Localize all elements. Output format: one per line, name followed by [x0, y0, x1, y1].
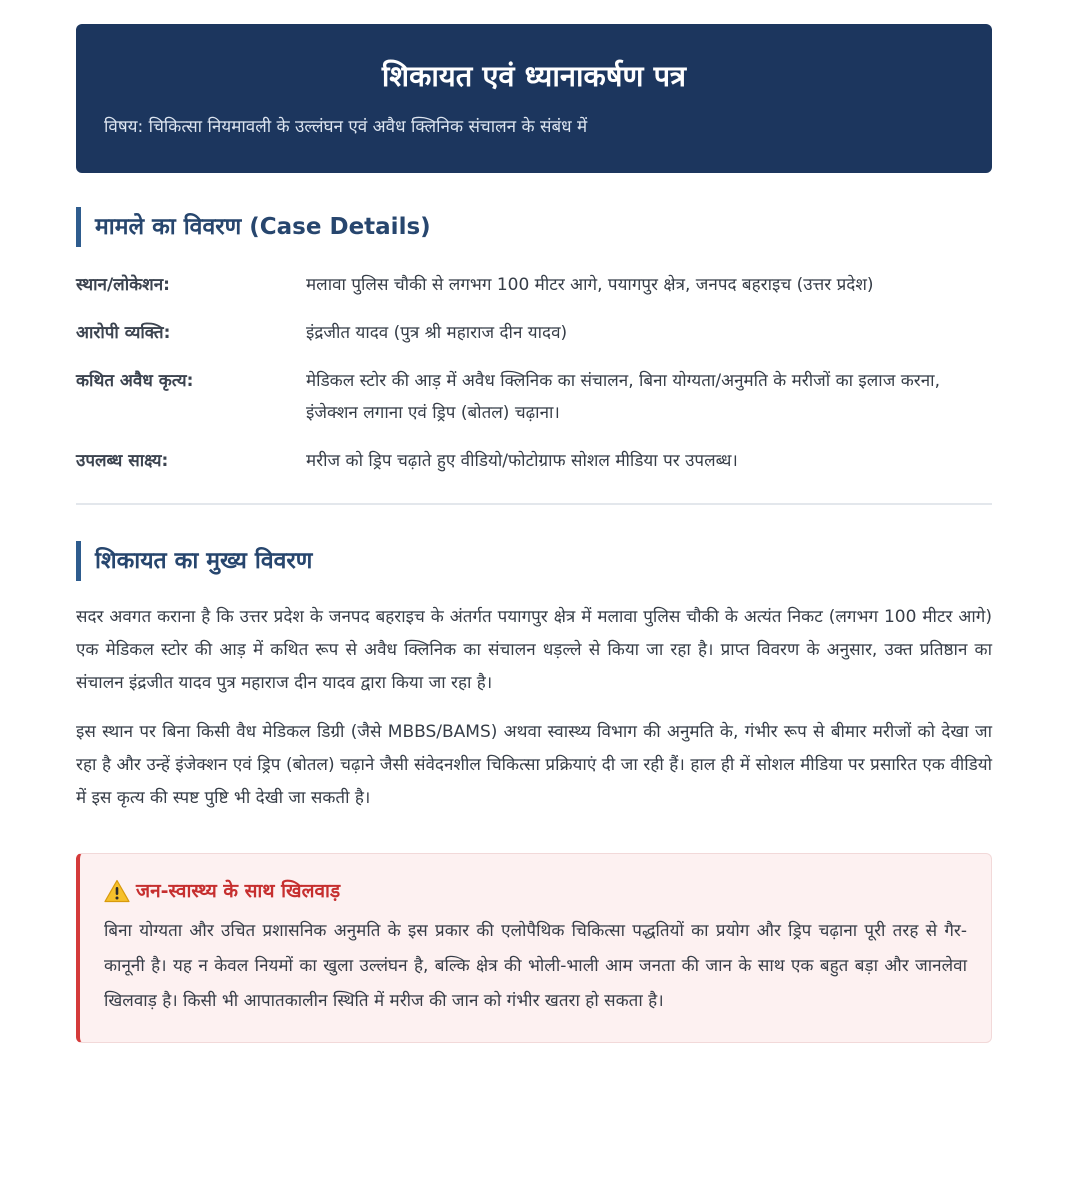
complaint-paragraph-1: सदर अवगत कराना है कि उत्तर प्रदेश के जनपद बहराइच के अंतर्गत पयागपुर क्षेत्र में मलावा पुलिस चौकी के अत्यंत निकट (लगभग 100 मीटर आगे) एक मेडिकल स्टोर की आड़ में कथित रूप से अवैध क्लिनिक का संचालन धड़ल्ले से किया जा रहा है। प्राप्त विवरण के अनुसार, उक्त प्रतिष्ठान का संचालन इंद्रजीत यादव पुत्र महाराज दीन यादव द्वारा किया जा रहा है। — [76, 607, 992, 693]
detail-row-alleged-act — [76, 365, 992, 429]
complaint-paragraph-2: इस स्थान पर बिना किसी वैध मेडिकल डिग्री (जैसे MBBS/BAMS) अथवा स्वास्थ्य विभाग की अनुमति के, गंभीर रूप से बीमार मरीजों को देखा जा रहा है और उन्हें इंजेक्शन एवं ड्रिप (बोतल) चढ़ाने जैसी संवेदनशील चिकित्सा प्रक्रियाएं दी जा रही हैं। हाल ही में सोशल मीडिया पर प्रसारित एक वीडियो में इस कृत्य की स्पष्ट पुष्टि भी देखी जा सकती है। — [76, 722, 992, 808]
public-health-alert — [76, 853, 992, 1043]
detail-value: मरीज को ड्रिप चढ़ाते हुए वीडियो/फोटोग्राफ सोशल मीडिया पर उपलब्ध। — [306, 451, 738, 471]
section-divider — [76, 503, 992, 505]
letter-subject: विषय: चिकित्सा नियमावली के उल्लंघन एवं अवैध क्लिनिक संचालन के संबंध में — [104, 117, 588, 137]
detail-row-accused — [76, 317, 992, 349]
case-details-list — [76, 269, 992, 477]
detail-label: उपलब्ध साक्ष्य: — [76, 451, 169, 471]
detail-label: कथित अवैध कृत्य: — [76, 371, 194, 391]
alert-text: बिना योग्यता और उचित प्रशासनिक अनुमति के इस प्रकार की एलोपैथिक चिकित्सा पद्धतियों का प्रयोग और ड्रिप चढ़ाना पूरी तरह से गैर-कानूनी है। यह न केवल नियमों का खुला उल्लंघन है, बल्कि क्षेत्र की भोली-भाली आम जनता की जान के साथ एक बहुत बड़ा और जानलेवा खिलवाड़ है। किसी भी आपातकालीन स्थिति में मरीज की जान को गंभीर खतरा हो सकता है। — [104, 921, 967, 1011]
detail-row-evidence — [76, 445, 992, 477]
detail-label: आरोपी व्यक्ति: — [76, 323, 171, 343]
alert-title-text: जन-स्वास्थ्य के साथ खिलवाड़ — [136, 880, 341, 902]
alert-title — [104, 876, 967, 906]
detail-label: स्थान/लोकेशन: — [76, 275, 170, 295]
letter-header — [76, 24, 992, 173]
detail-row-location — [76, 269, 992, 301]
detail-value: इंद्रजीत यादव (पुत्र श्री महाराज दीन यादव) — [306, 323, 568, 343]
letter-title: शिकायत एवं ध्यानाकर्षण पत्र — [381, 59, 687, 93]
case-details-heading: मामले का विवरण (Case Details) — [76, 207, 992, 247]
main-details-heading: शिकायत का मुख्य विवरण — [76, 541, 992, 581]
detail-value: मेडिकल स्टोर की आड़ में अवैध क्लिनिक का संचालन, बिना योग्यता/अनुमति के मरीजों का इलाज करना, इंजेक्शन लगाना एवं ड्रिप (बोतल) चढ़ाना। — [306, 371, 940, 423]
detail-value: मलावा पुलिस चौकी से लगभग 100 मीटर आगे, पयागपुर क्षेत्र, जनपद बहराइच (उत्तर प्रदेश) — [306, 275, 874, 295]
letter-page — [76, 0, 992, 1043]
warning-icon — [104, 879, 130, 903]
